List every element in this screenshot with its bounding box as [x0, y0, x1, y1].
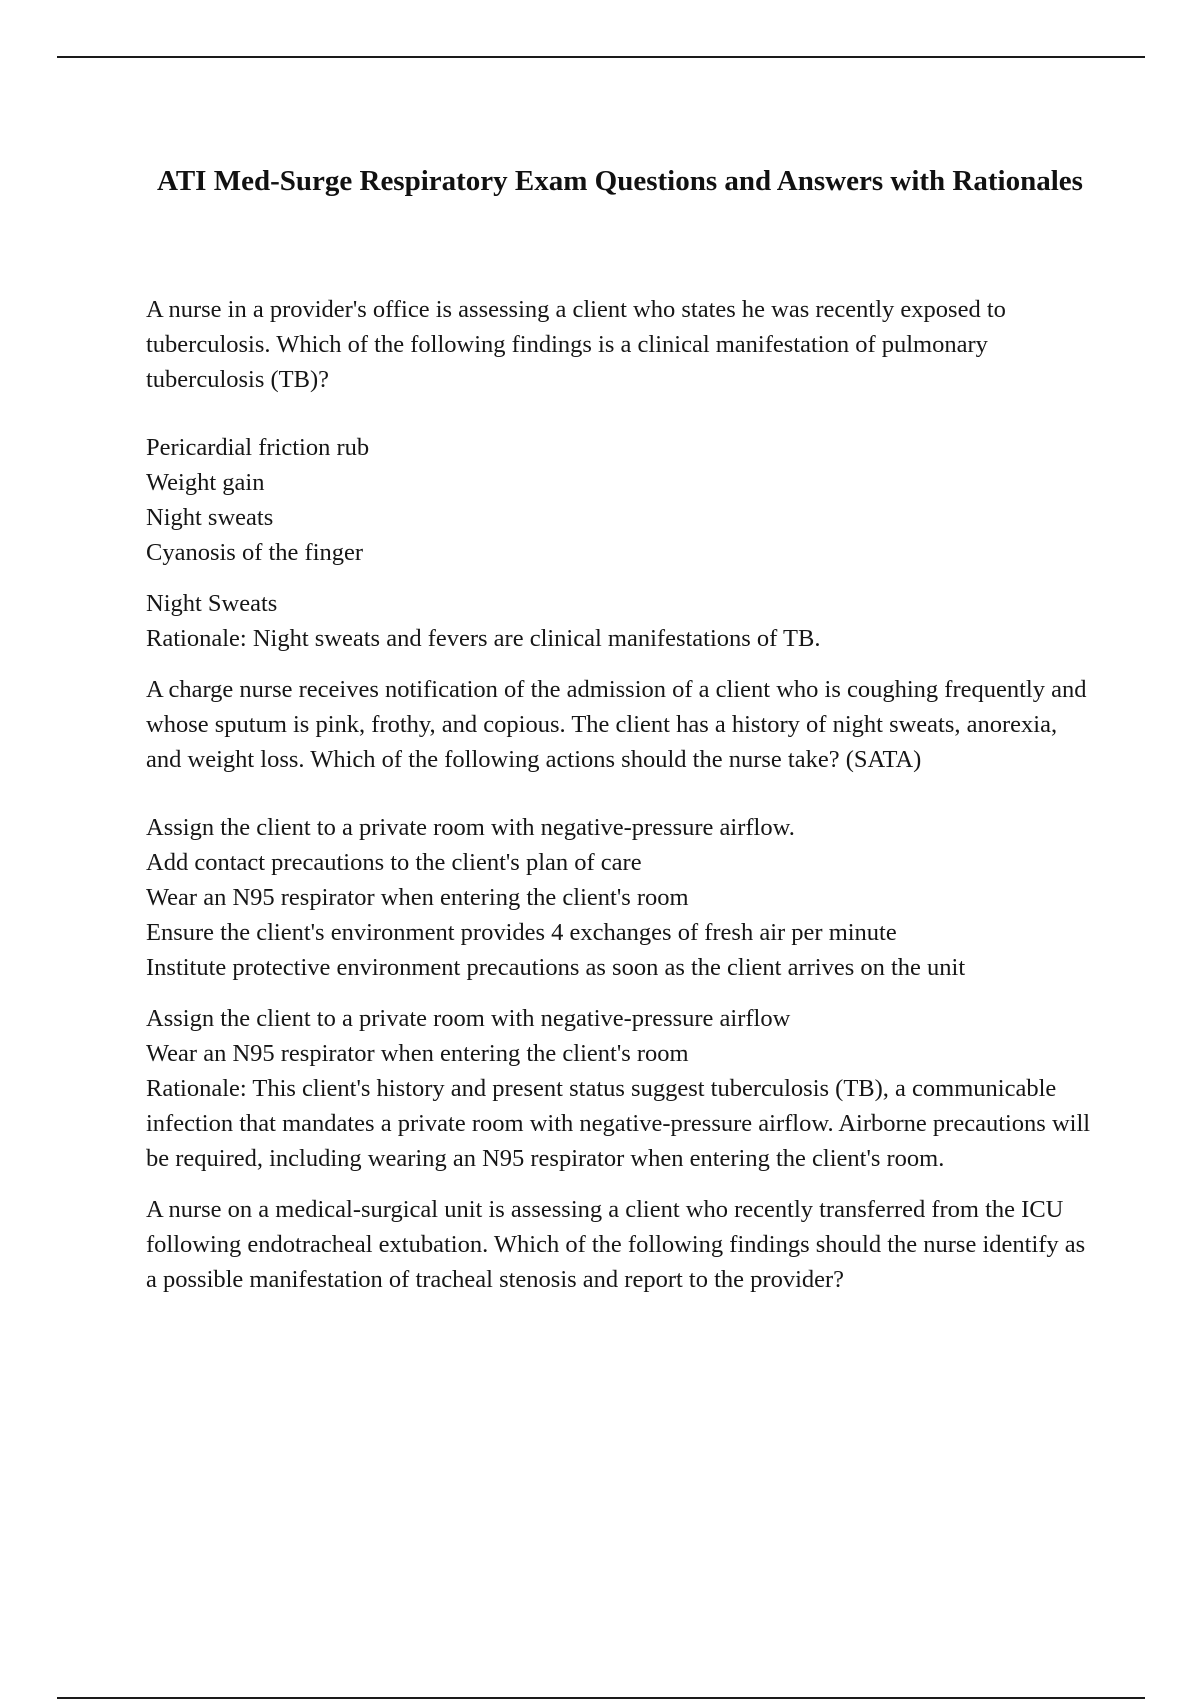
header-rule	[57, 56, 1145, 58]
question-1	[146, 292, 1096, 656]
option-item: Institute protective environment precautions as soon as the client arrives on the unit	[146, 954, 966, 981]
question-1-stem: A nurse in a provider's office is assessing a client who states he was recently exposed to tuberculosis. Which of the following findings is a clinical manifestation of pulmonary tuberculosis (TB)?	[146, 296, 1006, 393]
question-2-options	[146, 810, 1096, 985]
rationale: Rationale: Night sweats and fevers are clinical manifestations of TB.	[146, 625, 821, 652]
document-title: ATI Med-Surge Respiratory Exam Questions and Answers with Rationales	[157, 165, 1083, 198]
question-2-stem: A charge nurse receives notification of the admission of a client who is coughing frequently and whose sputum is pink, frothy, and copious. The client has a history of night sweats, anorexia, and weight loss. Which of the following actions should the nurse take? (SATA)	[146, 676, 1087, 773]
question-2-answer	[146, 1001, 1096, 1176]
question-2	[146, 672, 1096, 1176]
option-item: Weight gain	[146, 469, 265, 496]
rationale: Rationale: This client's history and present status suggest tuberculosis (TB), a communicable infection that mandates a private room with negative-pressure airflow. Airborne precautions will be required, including wearing an N95 respirator when entering the client's room.	[146, 1075, 1091, 1172]
answer-item: Wear an N95 respirator when entering the client's room	[146, 1040, 689, 1067]
option-item: Cyanosis of the finger	[146, 539, 364, 566]
question-3	[146, 1192, 1096, 1297]
option-item: Night sweats	[146, 504, 274, 531]
footer-rule	[57, 1697, 1145, 1699]
question-1-options	[146, 430, 1096, 570]
answer-item: Assign the client to a private room with negative-pressure airflow	[146, 1005, 791, 1032]
answer-item: Night Sweats	[146, 590, 278, 617]
option-item: Ensure the client's environment provides 4 exchanges of fresh air per minute	[146, 919, 897, 946]
option-item: Assign the client to a private room with negative-pressure airflow.	[146, 814, 795, 841]
option-item: Add contact precautions to the client's plan of care	[146, 849, 642, 876]
option-item: Pericardial friction rub	[146, 434, 370, 461]
option-item: Wear an N95 respirator when entering the client's room	[146, 884, 689, 911]
question-3-stem: A nurse on a medical-surgical unit is assessing a client who recently transferred from the ICU following endotracheal extubation. Which of the following findings should the nurse identify as a possible manifestation of tracheal stenosis and report to the provider?	[146, 1196, 1086, 1293]
document-body	[146, 292, 1096, 1297]
question-1-answer	[146, 586, 1096, 656]
